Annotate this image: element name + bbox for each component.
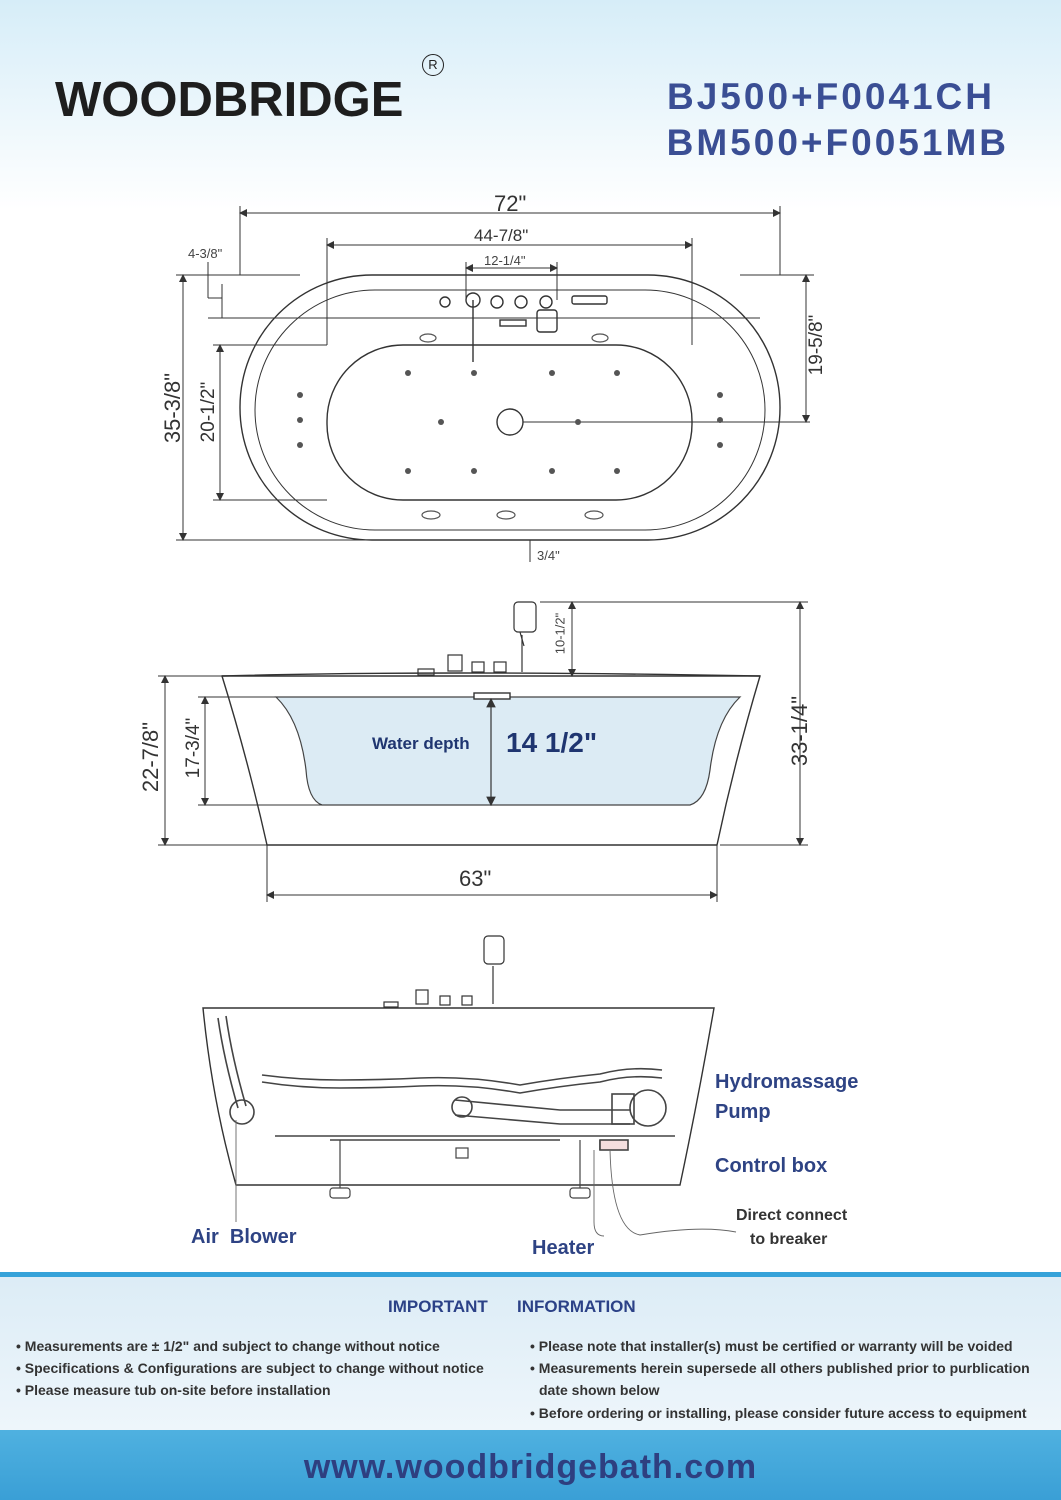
- dim-total-height: 33-1/4": [787, 695, 812, 767]
- side-view: [158, 602, 808, 902]
- label-direct-connect: Direct connect: [736, 1207, 848, 1224]
- note-right-4: • Before ordering or installing, please consider future access to equipment: [530, 1405, 1027, 1421]
- note-right-3: date shown below: [539, 1382, 660, 1398]
- dim-rim-offset: 4-3/8": [188, 246, 223, 261]
- registered-mark: R: [422, 54, 444, 76]
- label-hydromassage: Hydromassage: [715, 1071, 859, 1093]
- dim-inner-length: 44-7/8": [474, 226, 529, 245]
- dim-faucet-spacing: 12-1/4": [484, 253, 526, 268]
- water-depth-value: 14 1/2": [506, 727, 598, 758]
- label-pump: Pump: [715, 1101, 771, 1123]
- label-heater: Heater: [532, 1237, 595, 1259]
- note-right-2: • Measurements herein supersede all others published prior to purblication: [530, 1360, 1030, 1376]
- faucet-top: [440, 293, 607, 362]
- label-to-breaker: to breaker: [750, 1231, 828, 1248]
- section-view: [203, 936, 736, 1236]
- info-title-information: INFORMATION: [517, 1297, 636, 1316]
- info-title-important: IMPORTANT: [388, 1297, 488, 1316]
- label-air-blower: Air Blower: [191, 1226, 297, 1248]
- dim-tub-height: 22-7/8": [138, 721, 163, 793]
- note-right-1: • Please note that installer(s) must be certified or warranty will be voided: [530, 1338, 1013, 1354]
- faucet-section: [384, 936, 504, 1007]
- drain: [497, 409, 523, 435]
- dim-overall-length: 72": [494, 191, 527, 216]
- dim-overall-width: 35-3/8": [160, 372, 185, 444]
- note-left-3: • Please measure tub on-site before installation: [16, 1382, 331, 1398]
- model-number-1: BJ500+F0041CH: [667, 76, 995, 117]
- dim-inner-depth: 17-3/4": [183, 717, 204, 779]
- faucet-side: [418, 602, 536, 675]
- water-depth-label: Water depth: [372, 734, 470, 753]
- note-left-1: • Measurements are ± 1/2" and subject to change without notice: [16, 1338, 440, 1354]
- dim-faucet-height: 10-1/2": [552, 612, 568, 655]
- brand-logo: WOODBRIDGE: [55, 73, 404, 127]
- note-left-2: • Specifications & Configurations are subject to change without notice: [16, 1360, 484, 1376]
- model-number-2: BM500+F0051MB: [666, 122, 1009, 163]
- dim-base-length: 63": [459, 866, 492, 891]
- label-control-box: Control box: [715, 1155, 828, 1177]
- website-link[interactable]: www.woodbridgebath.com: [303, 1448, 758, 1486]
- dim-drain-offset: 19-5/8": [806, 314, 827, 376]
- dim-bottom-offset: 3/4": [537, 548, 560, 563]
- back-jets: [420, 334, 608, 519]
- dim-inner-width: 20-1/2": [198, 381, 219, 443]
